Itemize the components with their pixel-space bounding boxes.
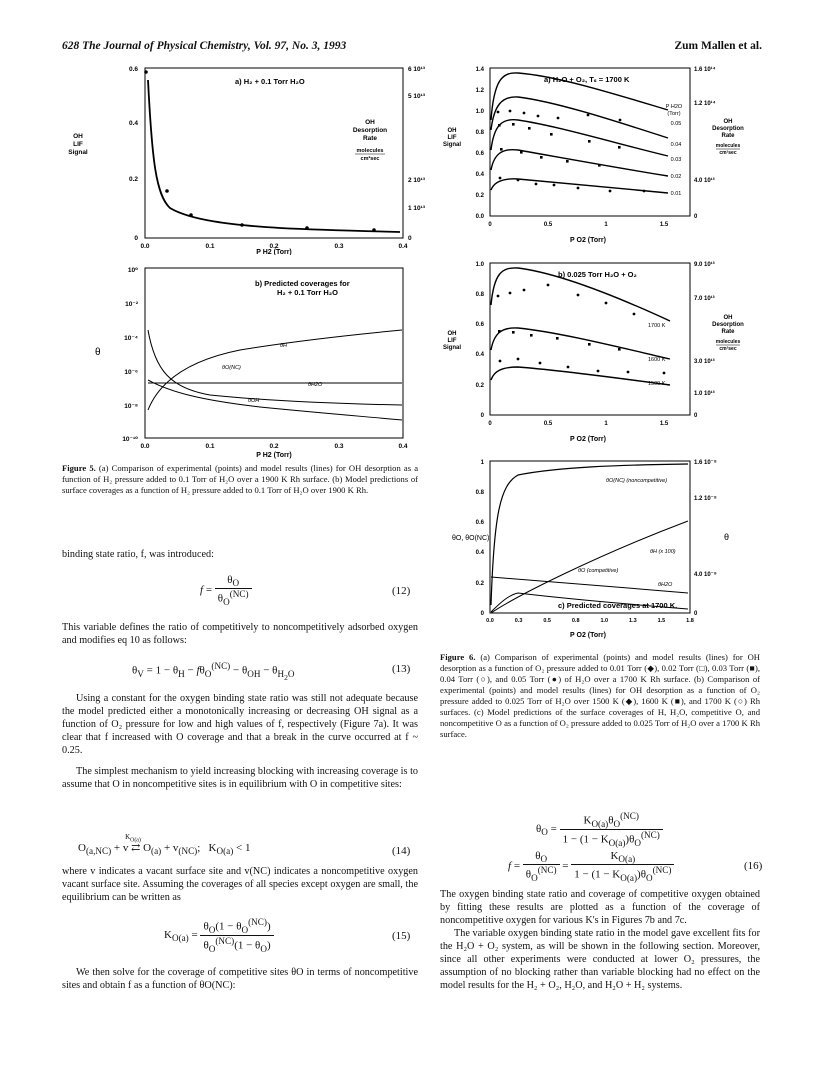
fig6a-ylabel-units: molecules	[715, 143, 741, 149]
figure-6-caption-text: (a) Comparison of experimental (points) and model results (lines) for OH desorption as a function of O₂ pressure added to 0.01 Torr (◆), 0.02 Torr (□), 0.03 Torr (■), 0.04 Torr (○), and 0.05 Torr (●) of H₂O over a 1700 K Rh surface. (b) Comparison of experimental (points) and model results (lines) for OH desorption as a function of O₂ pressure added to 0.025 Torr of H₂O over 1500 K (◆), 1600 K (■), and 1700 K (○) Rh surfaces. (c) Model predictions of the surface coverages of H, H₂O, competitive O, and noncompetitive O as a function of O₂ pressure added to 0.025 Torr of H₂O over a 1700 K Rh surface.	[440, 652, 760, 739]
fig6a-ytick-right: 0	[694, 214, 698, 220]
equation-16b: f = $\frac{\theta_O}{\theta_O^{(NC)}}$ = $\frac{K_{O(a)}}{1 - (1 - K_{O(a)})\theta_O^{(NC)}}$	[508, 850, 674, 883]
body-left-2	[62, 621, 418, 647]
fig6a-ylabel-left: LIF	[447, 135, 457, 141]
fig5b-xtick: 0.3	[334, 443, 344, 450]
fig6b-curve-label: 1500 K	[648, 381, 666, 387]
fig6c-label-nc: θO(NC) (noncompetitive)	[606, 478, 668, 484]
fig6b-ytick-right: 0	[694, 413, 698, 419]
fig5b-title: H₂ + 0.1 Torr H₂O	[277, 288, 338, 297]
fig6a-data-point	[566, 160, 569, 163]
fig6c-xtick: 0.5	[543, 618, 551, 624]
body-right	[440, 888, 760, 992]
page-header	[62, 40, 762, 56]
fig5b-xtick: 0.0	[140, 443, 150, 450]
fig6a-data-point	[498, 124, 501, 127]
fig6a-data-point	[499, 177, 502, 180]
fig5a-data-point	[305, 226, 309, 230]
figure-5-caption	[62, 463, 418, 496]
fig6b-ylabel-right: Desorption	[712, 322, 744, 328]
fig6c-ytick-right: 1.6 10⁻⁸	[694, 460, 717, 466]
fig6c-ytick-left: 0.2	[475, 581, 484, 587]
fig5b-label-nc: θO(NC)	[222, 365, 241, 371]
fig5b-xtick: 0.1	[205, 443, 215, 450]
fig6c-curve-h	[491, 521, 688, 613]
equation-number: (13)	[392, 663, 411, 675]
body-left-4	[62, 865, 418, 904]
fig5b-ytick: 10⁻¹⁰	[122, 436, 138, 443]
fig6a-data-point	[528, 127, 531, 130]
paragraph: The simplest mechanism to yield increasing blocking with increasing coverage is to assume that O in noncompetitive sites is in equilibrium with O in competitive sites:	[62, 766, 418, 790]
equation-16a: $\theta_O$ = $\frac{K_{O(a)}\theta_O^{(NC)}}{1 - (1 - K_{O(a)})\theta_O^{(NC)}}$	[536, 811, 663, 848]
figure-5a	[60, 60, 430, 255]
paragraph: This variable defines the ratio of competitively to noncompetitively adsorbed oxygen and modifies eq 10 as follows:	[62, 622, 418, 646]
fig6b-data-point	[618, 348, 621, 351]
paragraph: where v indicates a vacant surface site and v(NC) indicates a noncompetitive oxygen vacant surface site. Assuming the coverages of all species except oxygen are small, the equilibrium can be written as	[62, 866, 418, 903]
fig6a-data-point	[619, 119, 622, 122]
body-left-3	[62, 692, 418, 791]
fig6b-data-point	[497, 295, 500, 298]
fig6a-ytick-right: 1.6 10¹⁴	[694, 67, 716, 73]
fig5b-xtick: 0.4	[398, 443, 408, 450]
fig6a-curve-002	[491, 150, 668, 176]
fig6c-label-h: θH (x 100)	[650, 549, 676, 555]
fig6b-data-point	[556, 337, 559, 340]
body-left-1	[62, 548, 418, 561]
fig6c-xtick: 1.3	[629, 618, 637, 624]
fig5b-ytick: 10⁻⁴	[124, 335, 138, 342]
figure-5-caption-text: (a) Comparison of experimental (points) and model results (lines) for OH desorption as a function of H₂ pressure added to 0.1 Torr of H₂O over a 1900 K Rh surface. (b) Model predictions of surface coverages as a function of H₂ pressure added to 0.1 Torr of H₂O over 1900 K Rh.	[62, 463, 419, 495]
equation-12: f = $\frac{\theta_O}{\theta_O^{(NC)}}$	[200, 574, 252, 607]
fig6b-ytick-right: 7.0 10¹³	[694, 296, 715, 302]
fig5a-ylabel-left: LIF	[73, 141, 83, 148]
fig6c-xtick: 1.5	[657, 618, 666, 624]
fig6a-data-point	[588, 140, 591, 143]
fig6a-data-point	[553, 184, 556, 187]
fig6a-xtick: 1.5	[659, 222, 669, 228]
fig6b-xtick: 1.5	[659, 421, 669, 427]
fig6a-ytick-left: 0.0	[475, 214, 484, 220]
fig5b-label-h2o: θH2O	[308, 382, 323, 388]
fig5b-curve-nc	[148, 330, 402, 405]
fig5b-title: b) Predicted coverages for	[255, 279, 350, 288]
fig6c-xtick: 0.0	[486, 618, 494, 624]
journal-header: 628 The Journal of Physical Chemistry, Vol. 97, No. 3, 1993	[62, 40, 347, 52]
fig6b-ytick-right: 3.0 10¹³	[694, 359, 715, 365]
fig6a-data-point	[609, 190, 612, 193]
fig6a-legend-item: 0.01	[670, 191, 682, 197]
fig6b-data-point	[498, 330, 501, 333]
fig6a-title: a) H₂O + O₂, Tₛ = 1700 K	[544, 75, 630, 84]
fig5b-ytick: 10⁰	[127, 267, 138, 274]
fig6b-ytick-left: 0.6	[475, 322, 484, 328]
fig6b-ylabel-units: molecules	[715, 339, 741, 345]
fig6a-ytick-right: 4.0 10¹³	[694, 178, 715, 184]
fig6a-ylabel-right: OH	[723, 119, 733, 125]
fig6b-data-point	[577, 294, 580, 297]
fig6b-data-point	[605, 302, 608, 305]
figure-5b	[60, 260, 430, 465]
authors-header: Zum Mallen et al.	[674, 40, 762, 52]
fig5a-ylabel-units: molecules	[356, 148, 384, 154]
fig5a-xtick: 0.1	[205, 243, 215, 250]
fig6b-data-point	[633, 313, 636, 316]
fig6b-data-point	[547, 284, 550, 287]
fig5a-ytick-right: 5 10¹³	[408, 93, 425, 100]
figure-5-label: Figure 5.	[62, 463, 96, 473]
fig6b-data-point	[597, 370, 600, 373]
fig5a-ytick-left: 0.4	[128, 120, 138, 127]
fig6a-ytick-left: 1.4	[475, 67, 484, 73]
figure-6-label: Figure 6.	[440, 652, 476, 662]
fig6b-data-point	[517, 358, 520, 361]
fig5a-ytick-right: 2 10¹³	[408, 177, 425, 184]
fig6c-xlabel: P O2 (Torr)	[570, 632, 606, 639]
fig5b-xtick: 0.2	[269, 443, 279, 450]
fig6a-legend-head: (Torr)	[667, 111, 681, 117]
fig5a-ytick-left: 0.2	[128, 176, 138, 183]
fig6c-ylabel-left: θO, θO(NC)	[452, 535, 490, 542]
fig6b-ylabel-left: OH	[447, 331, 457, 337]
fig5b-xlabel: P H2 (Torr)	[256, 452, 292, 459]
fig6b-curve-label: 1600 K	[648, 357, 666, 363]
fig6a-ytick-left: 0.2	[475, 193, 484, 199]
fig6b-data-point	[627, 371, 630, 374]
fig6c-ytick-left: 0.8	[475, 490, 484, 496]
fig5a-ytick-left: 0.6	[128, 66, 138, 73]
fig5b-ytick: 10⁻²	[125, 301, 138, 308]
fig6b-ytick-right: 1.0 10¹³	[694, 391, 715, 397]
fig6a-legend-head: P H2O	[665, 104, 683, 110]
fig6a-ylabel-left: Signal	[442, 142, 462, 148]
fig5a-ytick-right: 0	[408, 235, 412, 242]
body-left-5	[62, 966, 418, 992]
fig5a-xtick: 0.4	[398, 243, 408, 250]
equation-14: $O_{(a,NC)} + v$ ⇄ $K_{O(a)}$ $O_{(a)} + v_{(NC)}$; $K_{O(a)} < 1$	[78, 833, 251, 857]
fig6c-xtick: 1.8	[686, 618, 694, 624]
fig6a-xtick: 1	[604, 222, 608, 228]
fig6a-data-point	[598, 164, 601, 167]
fig6a-ytick-left: 1.2	[475, 88, 484, 94]
fig6c-label-h2o: θH2O	[658, 582, 673, 588]
fig6c-ytick-right: 0	[694, 611, 698, 617]
fig6b-ylabel-units: cm²sec	[719, 346, 737, 352]
paragraph: binding state ratio, f, was introduced:	[62, 549, 214, 560]
fig5b-label-h: θH	[280, 343, 287, 349]
fig6a-data-point	[540, 156, 543, 159]
fig5a-ylabel-left: Signal	[68, 149, 88, 156]
fig5a-data-point	[165, 189, 169, 193]
fig6a-legend-item: 0.02	[670, 174, 682, 180]
fig6a-data-point	[557, 117, 560, 120]
fig6a-data-point	[550, 133, 553, 136]
fig6a-legend-item: 0.05	[670, 121, 682, 127]
fig6b-title: b) 0.025 Torr H₂O + O₂	[558, 270, 637, 279]
fig6c-ytick-left: 1	[480, 460, 484, 466]
fig6b-xlabel: P O2 (Torr)	[570, 436, 606, 443]
fig6a-ytick-left: 0.4	[475, 172, 484, 178]
fig5b-curve-h	[148, 330, 402, 410]
fig6c-ytick-left: 0.4	[475, 550, 484, 556]
fig6a-data-point	[512, 123, 515, 126]
paragraph: The variable oxygen binding state ratio in the model gave excellent fits for the H₂O + O₂ system, as will be shown in the following section. Moreover, since all other experiments were conducted at lower O₂ pressures, the assumption of no blocking rather than variable blocking had no effect on the model results for the H₂ + O₂, H₂O, and H₂O + H₂ systems.	[440, 928, 760, 991]
fig6c-xtick: 1.0	[600, 618, 609, 624]
fig5a-xtick: 0.3	[334, 243, 344, 250]
figure-6b	[438, 255, 768, 450]
fig6a-data-point	[523, 112, 526, 115]
fig6c-ytick-left: 0.6	[475, 520, 484, 526]
fig6a-data-point	[509, 110, 512, 113]
fig5a-ylabel-right: OH	[365, 119, 375, 126]
fig6b-data-point	[523, 289, 526, 292]
fig6b-xtick: 0.5	[543, 421, 553, 427]
fig5a-data-point	[240, 223, 244, 227]
fig6a-legend-item: 0.03	[670, 157, 682, 163]
fig6c-xtick: 0.8	[571, 618, 580, 624]
fig6a-data-point	[535, 183, 538, 186]
fig6a-ylabel-units: cm²sec	[719, 150, 737, 156]
fig6a-data-point	[497, 111, 500, 114]
equation-number: (14)	[392, 845, 411, 857]
fig5a-ylabel-right: Desorption	[352, 127, 388, 134]
fig5a-ytick-right: 1 10¹³	[408, 205, 425, 212]
fig6b-data-point	[499, 360, 502, 363]
fig6b-ytick-left: 0.8	[475, 292, 484, 298]
fig6a-legend-item: 0.04	[670, 142, 682, 148]
fig6b-xtick: 1	[604, 421, 608, 427]
fig6a-data-point	[618, 146, 621, 149]
fig6a-ytick-left: 0.6	[475, 151, 484, 157]
equation-15: $K_{O(a)}$ = $\frac{\theta_O(1 - \theta_O^{(NC)})}{\theta_O^{(NC)}(1 - \theta_O)}$	[164, 917, 274, 954]
fig6b-ylabel-right: Rate	[721, 329, 735, 335]
fig5b-ytick: 10⁻⁸	[124, 403, 138, 410]
fig5a-xtick: 0.2	[269, 243, 279, 250]
fig6c-title: c) Predicted coverages at 1700 K.	[558, 601, 678, 610]
equation-number: (16)	[744, 860, 763, 872]
fig6b-data-point	[567, 366, 570, 369]
fig6b-ytick-left: 0.2	[475, 383, 484, 389]
fig6b-ylabel-left: LIF	[447, 338, 457, 344]
equation-13: $\theta_V = 1 - \theta_H - f\theta_O^{(NC)} - \theta_{OH} - \theta_{H_2O}$	[132, 661, 295, 682]
fig5a-ytick-left: 0	[134, 235, 138, 242]
fig6c-xtick: 0.3	[514, 618, 523, 624]
fig6b-ytick-right: 9.0 10¹³	[694, 262, 715, 268]
fig6a-data-point	[537, 115, 540, 118]
fig6c-ytick-right: 1.2 10⁻⁸	[694, 496, 717, 502]
fig6b-data-point	[539, 362, 542, 365]
fig6c-label-comp: θO (competitive)	[578, 568, 619, 574]
fig6a-data-point	[500, 148, 503, 151]
fig6b-curve-1600	[491, 328, 670, 359]
fig6a-data-point	[577, 187, 580, 190]
fig6b-ylabel-left: Signal	[442, 345, 462, 351]
fig5a-ylabel-right: Rate	[362, 135, 378, 142]
fig5a-ytick-right: 6 10¹³	[408, 66, 425, 73]
fig6a-xtick: 0.5	[543, 222, 553, 228]
fig6a-xtick: 0	[488, 222, 492, 228]
fig6a-ylabel-right: Rate	[721, 133, 735, 139]
fig5a-ylabel-left: OH	[73, 133, 83, 140]
fig6b-data-point	[512, 331, 515, 334]
fig6b-xtick: 0	[488, 421, 492, 427]
fig6b-ytick-left: 0.4	[475, 352, 484, 358]
fig6b-curve-1500	[491, 367, 670, 385]
fig6b-ytick-left: 1.0	[475, 262, 484, 268]
paragraph: The oxygen binding state ratio and coverage of competitive oxygen obtained by fitting these results are plotted as a function of the coverage of noncompetitive oxygen for various K's in Figures 7b and 7c.	[440, 889, 760, 926]
fig6c-ytick-left: 0	[480, 611, 484, 617]
fig6b-data-point	[588, 343, 591, 346]
fig5a-ylabel-units: cm²sec	[360, 156, 380, 162]
fig5a-xlabel: P H2 (Torr)	[256, 249, 292, 255]
fig6b-ylabel-right: OH	[723, 315, 733, 321]
fig6a-data-point	[517, 179, 520, 182]
paragraph: Using a constant for the oxygen binding state ratio was still not adequate because the model predicted either a monotonically increasing or decreasing OH signal as a function of O₂ pressure for low and high values of f, respectively (Figure 7a). It was clear that f increased with O coverage and that a break in the curve occurred at f ~ 0.25.	[62, 693, 418, 756]
fig6a-curve-004	[491, 97, 668, 138]
fig6a-data-point	[587, 114, 590, 117]
fig5a-xtick: 0.0	[140, 243, 150, 250]
fig5a-data-point	[144, 70, 148, 74]
fig5a-data-point	[189, 213, 193, 217]
fig6a-ytick-left: 1.0	[475, 109, 484, 115]
fig6a-data-point	[520, 151, 523, 154]
figure-6c	[438, 455, 768, 645]
equation-number: (12)	[392, 585, 411, 597]
fig6a-ylabel-left: OH	[447, 128, 457, 134]
fig5b-ytick: 10⁻⁶	[124, 369, 138, 376]
fig6c-ytick-right: 4.0 10⁻⁹	[694, 572, 717, 578]
fig6a-xlabel: P O2 (Torr)	[570, 237, 606, 244]
fig5a-title: a) H₂ + 0.1 Torr H₂O	[235, 77, 305, 86]
fig6b-ytick-left: 0	[480, 413, 484, 419]
paragraph: We then solve for the coverage of competitive sites θO in terms of noncompetitive sites and obtain f as a function of θO(NC):	[62, 967, 418, 991]
equation-number: (15)	[392, 930, 411, 942]
fig6a-ytick-left: 0.8	[475, 130, 484, 136]
figure-6-caption	[440, 652, 760, 740]
fig6a-ylabel-right: Desorption	[712, 126, 744, 132]
fig5a-data-point	[372, 228, 376, 232]
fig6b-data-point	[663, 372, 666, 375]
fig6a-ytick-right: 1.2 10¹⁴	[694, 101, 716, 107]
fig5b-ylabel: θ	[95, 347, 101, 358]
fig6c-ylabel-right: θ	[724, 532, 730, 542]
fig5b-label-oh: θOH	[248, 398, 260, 404]
fig6b-data-point	[509, 292, 512, 295]
fig6b-curve-label: 1700 K	[648, 323, 666, 329]
figure-6a	[438, 60, 768, 250]
fig6b-data-point	[530, 334, 533, 337]
fig6a-data-point	[643, 190, 646, 193]
